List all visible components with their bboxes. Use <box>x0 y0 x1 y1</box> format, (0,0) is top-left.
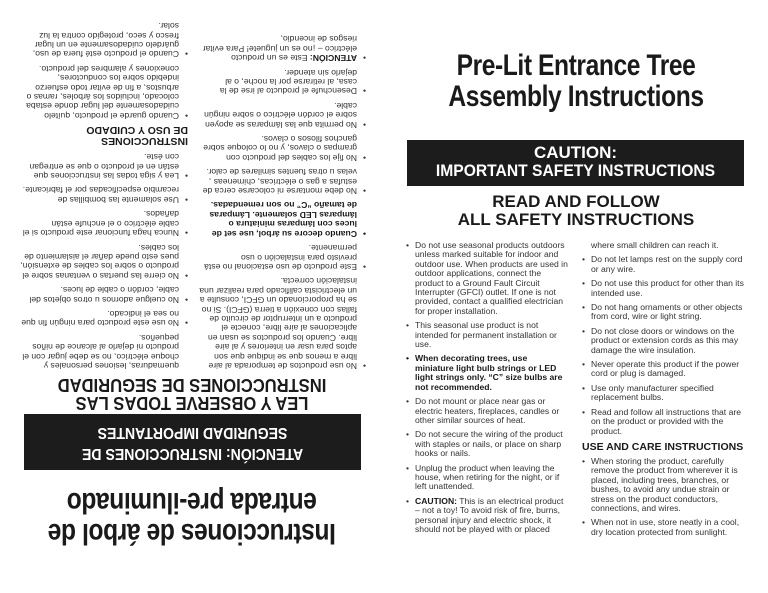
use-care-item: • Cuando el producto esté fuera de uso, guárdelo cuidadosamente en un lugar fresco y seco, protegido contra la luz solar. <box>20 21 188 59</box>
safety-item: • No cuelgue adornos u otros objetos del cable, cordón o cable de luces. <box>20 285 188 304</box>
english-title <box>419 50 734 112</box>
english-read-follow-line2: ALL SAFETY INSTRUCTIONS <box>457 210 695 229</box>
safety-item: • Read and follow all instructions that are on the product or provided with the product. <box>582 408 747 436</box>
english-title-line2: Assembly Instructions <box>448 80 704 113</box>
spanish-title <box>35 487 350 549</box>
safety-item-caution: • ATENCIÓN: Este es un producto eléctrico – ¡no es un juguete! Para evitar riesgos de incendio, <box>198 34 366 62</box>
safety-item: • No cierre las puertas o ventanas sobre el producto o sobre los cables de extensión, pues esto puede dañar el aislamiento de los cables. <box>20 242 188 280</box>
english-caution-line2: IMPORTANT SAFETY INSTRUCTIONS <box>435 161 716 180</box>
spanish-use-care-heading: INSTRUCCIONES DE USO Y CUIDADO <box>86 123 188 147</box>
english-title-line1: Pre-Lit Entrance Tree <box>456 49 696 82</box>
spanish-title-line1: Instrucciones de árbol de <box>48 517 336 550</box>
safety-item: • No fije los cables del producto con grampas o clavos, y no lo coloque sobre ganchos filosos o clavos. <box>198 134 366 162</box>
spanish-column-2 <box>20 16 188 370</box>
safety-item: • Do not use this product for other than its intended use. <box>582 279 747 298</box>
safety-item: • Unplug the product when leaving the house, when retiring for the night, or if left unattended. <box>406 464 568 492</box>
safety-item-continued: quemaduras, lesiones personales y choque eléctrico, no se debe jugar con el producto ni dejarlo al alcance de niños pequeños. <box>22 332 179 371</box>
safety-item: • Do not mount or place near gas or electric heaters, fireplaces, candles or other similar sources of heat. <box>406 397 568 425</box>
spanish-column-1 <box>198 29 366 370</box>
english-column-1 <box>406 241 568 539</box>
english-caution-banner <box>407 140 744 186</box>
english-caution-line1: CAUTION: <box>533 143 618 162</box>
use-care-item: • When storing the product, carefully remove the product from wherever it is placed, including trees, branches, or bushes, to avoid any undue strain or stress on the product conductors, connections, and wires. <box>582 457 747 513</box>
safety-item: • Do not let lamps rest on the supply cord or any wire. <box>582 255 747 274</box>
use-care-item: • Cuando guarde el producto, quítelo cuidadosamente del lugar donde estaba colocado, incluidos los árboles, ramas o arbustos, a fin de evitar todo esfuerzo indebido sobre los conductores, conexiones y alambres del producto. <box>20 63 188 119</box>
safety-item: • Use solamente las bombillas de recambio especificadas por el fabricante. <box>20 185 188 204</box>
spanish-title-line2: entrada pre-iluminado <box>67 486 317 519</box>
safety-item: • Use only manufacturer specified replacement bulbs. <box>582 384 747 403</box>
safety-item: • Nunca haga funcionar este producto si el cable eléctrico o el enchufe están dañados. <box>20 209 188 237</box>
english-column-2 <box>582 241 747 542</box>
spanish-caution-line2: SEGURIDAD IMPORTANTES <box>97 424 288 441</box>
spanish-read-follow-line1: LEA Y OBSERVE TODAS LAS <box>75 393 309 413</box>
english-read-follow-line1: READ AND FOLLOW <box>492 192 660 211</box>
safety-item: • Do not close doors or windows on the product or extension cords as this may damage the wire insulation. <box>582 327 747 355</box>
safety-item-caution: • CAUTION: This is an electrical product – not a toy! To avoid risk of fire, burns, personal injury and electric shock, it should not be played with or placed <box>406 497 568 535</box>
safety-item: • This seasonal use product is not intended for permanent installation or use. <box>406 321 568 349</box>
safety-item: • Do not use seasonal products outdoors unless marked suitable for indoor and outdoor use. When products are used in outdoor applications, connect the product to a Ground Fault Circuit Interrupter (GFCI) outlet. If one is not provided, contact a qualified electrician for proper installation. <box>406 241 568 316</box>
safety-item: • No use este producto para ningún fin que no sea el indicado. <box>20 309 188 328</box>
safety-item: • When decorating trees, use miniature light bulb strings or LED light strings only. “C” size bulbs are not recommended. <box>406 354 568 392</box>
english-use-care-heading: USE AND CARE INSTRUCTIONS <box>582 440 744 453</box>
safety-item: • Never operate this product if the power cord or plug is damaged. <box>582 360 747 379</box>
spanish-read-follow-line2: INSTRUCCIONES DE SEGURIDAD <box>57 375 327 395</box>
safety-item: • No permita que las lámparas se apoyen sobre el cordón eléctrico o sobre ningún cable. <box>198 100 366 128</box>
english-instructions-page <box>384 0 768 593</box>
safety-item-continued: where small children can reach it. <box>591 240 719 250</box>
english-read-follow-heading <box>384 193 768 229</box>
safety-item: • Do not hang ornaments or other objects from cord, wire or light string. <box>582 303 747 322</box>
spanish-read-follow-heading <box>15 376 368 412</box>
safety-item: • No use productos de temporada al aire libre a menos que se indique que son aptos para usar en interiores y al aire libre. Cuando los productos se usan en aplicaciones al aire libre, conecte el producto a un interruptor de circuito de fallas con conexión a tierra (GFCI). Si no se ha proporcionado un GFCI, consulte a un electricista calificado para realizar una instalación correcta. <box>198 276 366 370</box>
safety-item: • Este producto de uso estacional no está previsto para instalación o uso permanente. <box>198 243 366 271</box>
safety-item: • Lea y siga todas las instrucciones que están en el producto o que se entregan con éste. <box>20 152 188 180</box>
spanish-caution-line1: ATENCIÓN: INSTRUCCIONES DE <box>81 445 304 462</box>
use-care-item: • When not in use, store neatly in a cool, dry location protected from sunlight. <box>582 518 747 537</box>
safety-item: • Desenchufe el producto al irse de la casa, al retirarse por la noche, o al dejarlo sin atender. <box>198 67 366 95</box>
safety-item: • Cuando decore su árbol, use set de luces con lámparas miniatura o lámparas LED solamente. Lámparas de tamaño “C” no son remendadas. <box>198 200 366 238</box>
safety-item: • No debe montarse ni colocarse cerca de estufas a gas o eléctricas, chimeneas , velas u otras fuentes similares de calor. <box>198 167 366 195</box>
safety-item: • Do not secure the wiring of the product with staples or nails, or place on sharp hooks or nails. <box>406 430 568 458</box>
spanish-caution-banner <box>24 414 361 470</box>
